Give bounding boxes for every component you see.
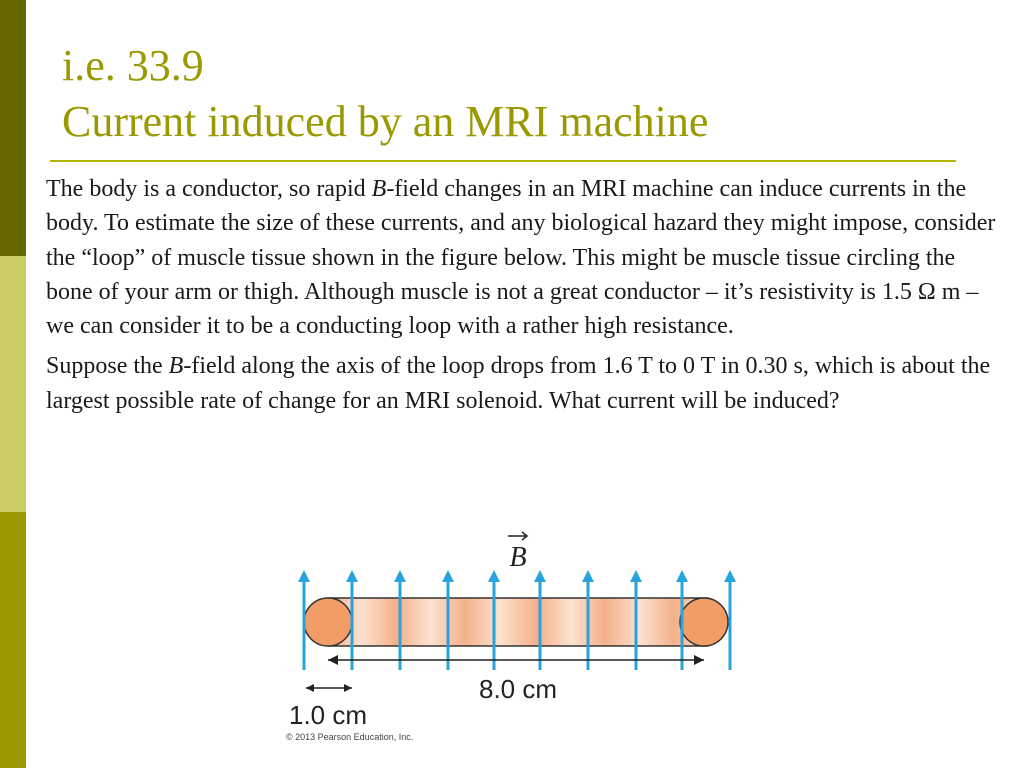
- loop-diagram: [270, 530, 770, 750]
- title-divider: [50, 160, 956, 162]
- thickness-label: 1.0 cm: [288, 700, 368, 730]
- loop-body: [328, 598, 708, 646]
- paragraph-question-text-2: -field along the axis of the loop drops from 1.6 T to 0 T in 0.30 s, which is about the largest possible rate of change for an MRI solenoid. What current will be induced?: [46, 353, 991, 414]
- b-field-symbol: B: [168, 353, 184, 380]
- paragraph-intro: [46, 172, 1006, 343]
- copyright-notice: © 2013 Pearson Education, Inc.: [286, 732, 414, 742]
- paragraph-question: [46, 349, 1006, 418]
- title-prefix: i.e.: [62, 41, 116, 90]
- paragraph-question-text-1: Suppose the: [46, 353, 169, 380]
- sidebar-stripe: [0, 0, 26, 768]
- sidebar-segment-mid: [0, 512, 26, 768]
- title-subtitle: Current induced by an MRI machine: [62, 97, 709, 146]
- title-number: 33.9: [126, 41, 204, 90]
- loop-right-cross-section: [680, 598, 728, 646]
- muscle-loop: [304, 598, 728, 646]
- sidebar-segment-dark: [0, 0, 26, 256]
- diameter-label: 8.0 cm: [478, 674, 558, 704]
- slide-title: [62, 38, 708, 150]
- loop-figure: [270, 530, 770, 750]
- sidebar-segment-light: [0, 256, 26, 512]
- b-field-text: B: [509, 542, 527, 573]
- b-field-label: [508, 532, 527, 573]
- paragraph-intro-text-1: The body is a conductor, so rapid: [46, 176, 372, 202]
- slide-body: [46, 172, 1006, 418]
- diameter-dimension: [328, 655, 704, 704]
- thickness-dimension: [289, 684, 367, 730]
- b-field-symbol: B: [371, 176, 387, 202]
- paragraph-intro-text-2: -field changes in an MRI machine can induce currents in the body. To estimate the size of these currents, and any biological hazard they might impose, consider the “loop” of muscle tissue shown in the figure below. This might be muscle tissue circling the bone of your arm or thigh. Although muscle is not a great conductor – it’s resistivity is 1.5 Ω m – we can consider it to be a conducting loop with a rather high resistance.: [46, 176, 996, 340]
- loop-left-cross-section: [304, 598, 352, 646]
